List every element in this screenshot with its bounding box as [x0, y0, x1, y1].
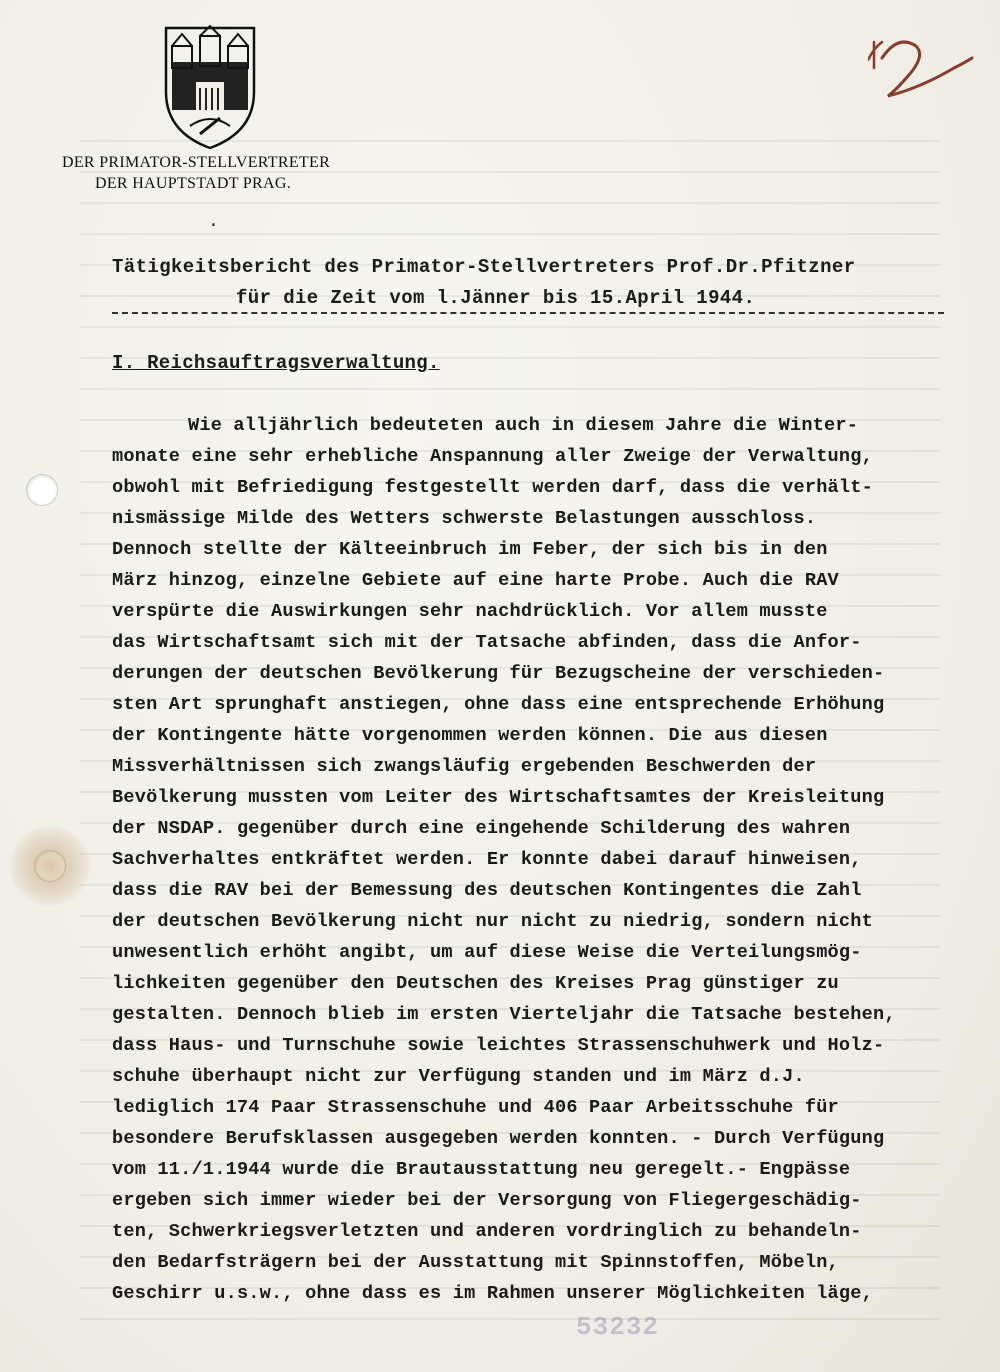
archive-stamp: 53232 — [576, 1312, 660, 1342]
body-line: schuhe überhaupt nicht zur Verfügung standen und im März d.J. — [112, 1066, 805, 1087]
report-title — [112, 252, 912, 314]
body-line: lediglich 174 Paar Strassenschuhe und 406 Paar Arbeitsschuhe für — [112, 1097, 839, 1118]
body-line: nismässige Milde des Wetters schwerste Belastungen ausschloss. — [112, 508, 817, 529]
body-line: Sachverhaltes entkräftet werden. Er konnte dabei darauf hinweisen, — [112, 849, 862, 870]
body-line: derungen der deutschen Bevölkerung für Bezugscheine der verschieden- — [112, 663, 885, 684]
body-line: ergeben sich immer wieder bei der Versorgung von Fliegergeschädig- — [112, 1190, 862, 1211]
margin-dot: . — [208, 212, 219, 232]
body-line: der NSDAP. gegenüber durch eine eingehende Schilderung des wahren — [112, 818, 851, 839]
letterhead — [62, 152, 330, 194]
title-line-1: Tätigkeitsbericht des Primator-Stellvertreters Prof.Dr.Pfitzner — [112, 256, 856, 278]
body-line: der deutschen Bevölkerung nicht nur nicht zu niedrig, sondern nicht — [112, 911, 873, 932]
handwritten-mark-icon — [868, 28, 978, 100]
body-line: verspürte die Auswirkungen sehr nachdrücklich. Vor allem musste — [112, 601, 828, 622]
prague-coat-of-arms-icon — [160, 22, 260, 152]
body-line: März hinzog, einzelne Gebiete auf eine harte Probe. Auch die RAV — [112, 570, 839, 591]
body-line: vom 11./1.1944 wurde die Brautausstattung neu geregelt.- Engpässe — [112, 1159, 851, 1180]
letterhead-line-2: DER HAUPTSTADT PRAG. — [95, 175, 291, 192]
section-heading: I. Reichsauftragsverwaltung. — [112, 352, 440, 374]
body-line: sten Art sprunghaft anstiegen, ohne dass eine entsprechende Erhöhung — [112, 694, 885, 715]
letterhead-line-1: DER PRIMATOR-STELLVERTRETER — [62, 154, 331, 171]
body-line: obwohl mit Befriedigung festgestellt werden darf, dass die verhält- — [112, 477, 873, 498]
punch-hole — [26, 474, 58, 506]
body-line: Missverhältnissen sich zwangsläufig ergebenden Beschwerden der — [112, 756, 817, 777]
body-text — [112, 410, 972, 1309]
body-line: Geschirr u.s.w., ohne dass es im Rahmen unserer Möglichkeiten läge, — [112, 1283, 873, 1304]
body-line: dass die RAV bei der Bemessung des deutschen Kontingentes die Zahl — [112, 880, 862, 901]
body-line: besondere Berufsklassen ausgegeben werden konnten. - Durch Verfügung — [112, 1128, 885, 1149]
body-line: unwesentlich erhöht angibt, um auf diese Weise die Verteilungsmög- — [112, 942, 862, 963]
body-line: Dennoch stellte der Kälteeinbruch im Feber, der sich bis in den — [112, 539, 828, 560]
body-line: gestalten. Dennoch blieb im ersten Vierteljahr die Tatsache bestehen, — [112, 1004, 896, 1025]
body-line: der Kontingente hätte vorgenommen werden können. Die aus diesen — [112, 725, 828, 746]
body-line: das Wirtschaftsamt sich mit der Tatsache abfinden, dass die Anfor- — [112, 632, 862, 653]
rust-stain — [10, 826, 90, 906]
dashed-divider — [112, 312, 944, 314]
title-line-2: für die Zeit vom l.Jänner bis 15.April 1944. — [236, 287, 756, 309]
body-line: monate eine sehr erhebliche Anspannung aller Zweige der Verwaltung, — [112, 446, 873, 467]
body-line: den Bedarfsträgern bei der Ausstattung mit Spinnstoffen, Möbeln, — [112, 1252, 839, 1273]
body-line: ten, Schwerkriegsverletzten und anderen vordringlich zu behandeln- — [112, 1221, 862, 1242]
body-line: lichkeiten gegenüber den Deutschen des Kreises Prag günstiger zu — [112, 973, 839, 994]
body-line: Bevölkerung mussten vom Leiter des Wirtschaftsamtes der Kreisleitung — [112, 787, 885, 808]
body-line: dass Haus- und Turnschuhe sowie leichtes Strassenschuhwerk und Holz- — [112, 1035, 885, 1056]
body-line: Wie alljährlich bedeuteten auch in diesem Jahre die Winter- — [188, 415, 859, 436]
